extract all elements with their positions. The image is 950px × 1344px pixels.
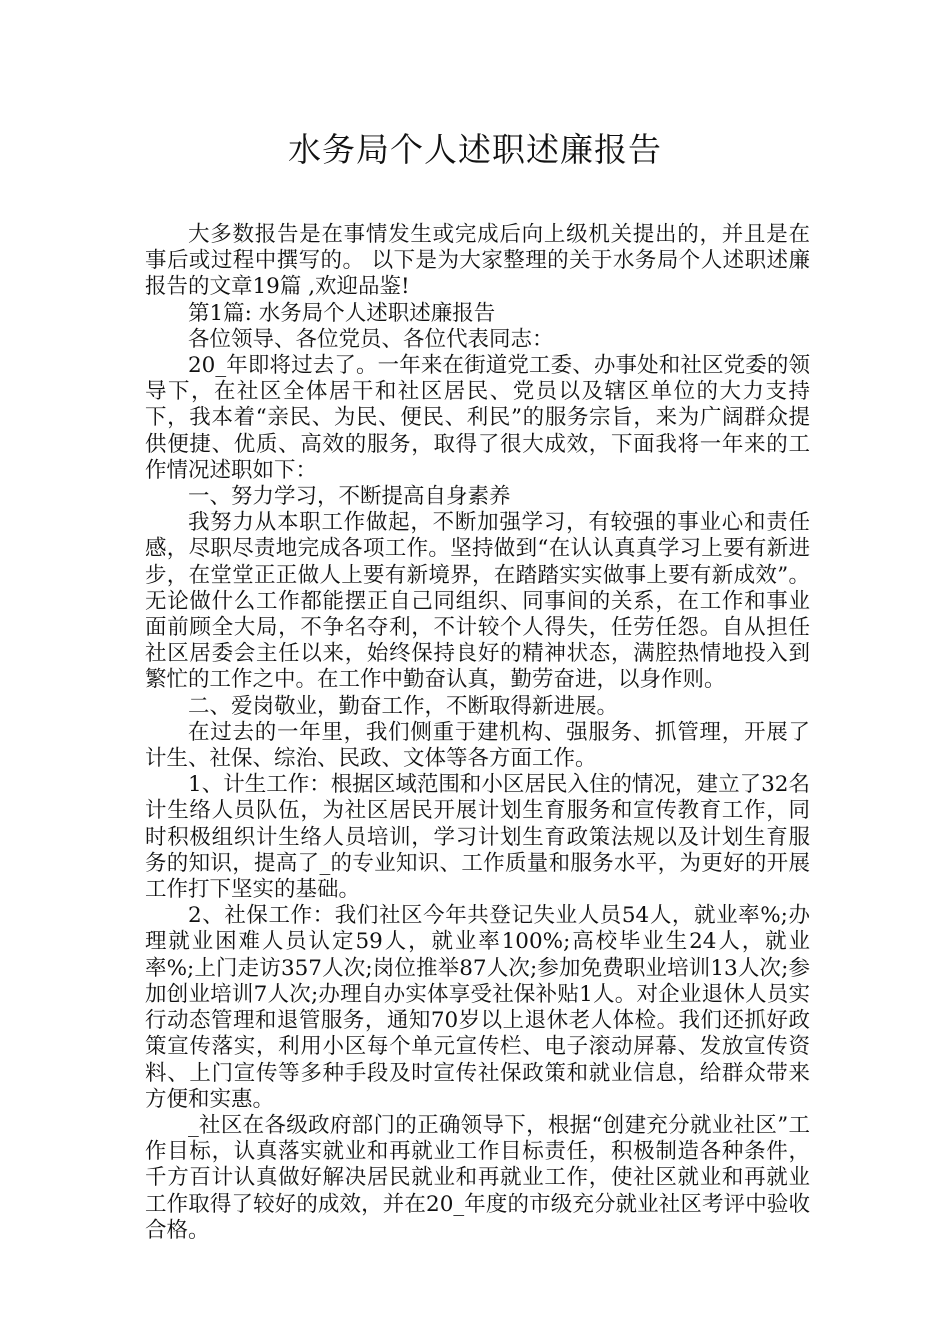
section-1-paragraph: 我努力从本职工作做起，不断加强学习，有较强的事业心和责任感，尽职尽责地完成各项工作。坚持做到“在认认真真学习上要有新进步，在堂堂正正做人上要有新境界，在踏踏实实做事上要有新成效”。无论做什么工作都能摆正自己同组织、同事间的关系，在工作和事业面前顾全大局，不争名夺利，不计较个人得失，任劳任怨。自从担任社区居委会主任以来，始终保持良好的精神状态，满腔热情地投入到繁忙的工作之中。在工作中勤奋认真，勤劳奋进，以身作则。: [145, 510, 810, 693]
document-title: 水务局个人述职述廉报告: [288, 130, 662, 169]
document-body: [145, 222, 810, 1244]
section-2-intro-paragraph: 在过去的一年里，我们侧重于建机构、强服务、抓管理，开展了计生、社保、综治、民政、文体等各方面工作。: [145, 719, 810, 772]
intro-paragraph: 大多数报告是在事情发生或完成后向上级机关提出的，并且是在事后或过程中撰写的。 以下是为大家整理的关于水务局个人述职述廉报告的文章19篇 ,欢迎品鉴!: [145, 222, 810, 300]
employment-paragraph: _社区在各级政府部门的正确领导下，根据“创建充分就业社区”工作目标，认真落实就业和再就业工作目标责任，积极制造各种条件，千方百计认真做好解决居民就业和再就业工作，使社区就业和再就业工作取得了较好的成效，并在20_年度的市级充分就业社区考评中验收合格。: [145, 1112, 810, 1243]
salutation: 各位领导、各位党员、各位代表同志：: [188, 326, 554, 352]
article-heading: 第1篇: 水务局个人述职述廉报告: [188, 300, 496, 326]
social-security-paragraph: 2、社保工作：我们社区今年共登记失业人员54人，就业率%;办理就业困难人员认定59人，就业率100%;高校毕业生24人，就业率%;上门走访357人次;岗位推举87人次;参加免费职业培训13人次;参加创业培训7人次;办理自办实体享受社保补贴1人。对企业退休人员实行动态管理和退管服务，通知70岁以上退休老人体检。我们还抓好政策宣传落实，利用小区每个单元宣传栏、电子滚动屏幕、发放宣传资料、上门宣传等多种手段及时宣传社保政策和就业信息，给群众带来方便和实惠。: [145, 903, 810, 1112]
opening-paragraph: 20_年即将过去了。一年来在街道党工委、办事处和社区党委的领导下，在社区全体居干和社区居民、党员以及辖区单位的大力支持下，我本着“亲民、为民、便民、利民”的服务宗旨，来为广阔群众提供便捷、优质、高效的服务，取得了很大成效，下面我将一年来的工作情况述职如下：: [145, 353, 810, 483]
family-planning-paragraph: 1、计生工作：根据区域范围和小区居民入住的情况，建立了32名计生络人员队伍，为社区居民开展计划生育服务和宣传教育工作，同时积极组织计生络人员培训，学习计划生育政策法规以及计划生育服务的知识，提高了_的专业知识、工作质量和服务水平，为更好的开展工作打下坚实的基础。: [145, 772, 810, 903]
section-heading-1: 一、努力学习，不断提高自身素养: [188, 484, 511, 510]
section-heading-2: 二、爱岗敬业，勤奋工作，不断取得新进展。: [188, 693, 619, 719]
